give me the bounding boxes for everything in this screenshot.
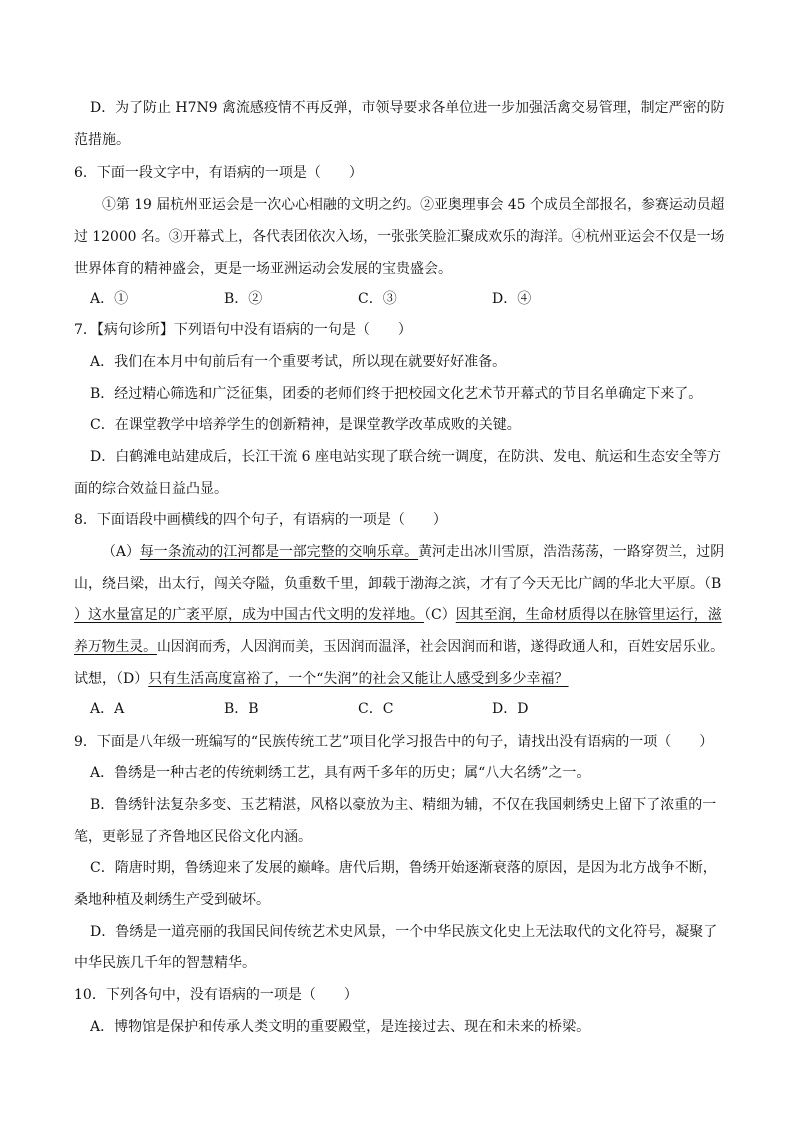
q7-option-c[interactable]: C．在课堂教学中培养学生的创新精神，是课堂教学改革成败的关键。 (90, 417, 521, 433)
q9-option-a[interactable]: A．鲁绣是一种古老的传统刺绣工艺，具有两千多年的历史；属“八大名绣”之一。 (90, 765, 591, 781)
q9-option-b-line1[interactable]: B．鲁绣针法复杂多变、玉艺精湛，风格以豪放为主、精细为辅，不仅在我国刺绣史上留下了浓重的一 (90, 797, 717, 813)
q6-stem: 6．下面一段文字中，有语病的一项是（ ） (74, 165, 363, 181)
q8-options (90, 699, 528, 719)
q8-label-d: 试想，（D） (74, 671, 149, 687)
q8-option-a[interactable]: A．A (90, 701, 125, 717)
q6-option-a[interactable]: A．① (90, 291, 129, 307)
q6-option-b[interactable]: B．② (224, 291, 263, 307)
q8-passage-line1 (102, 542, 724, 562)
q6-options (90, 289, 531, 309)
q6-option-c[interactable]: C．③ (358, 291, 397, 307)
q10-stem: 10．下列各句中，没有语病的一项是（ ） (74, 987, 358, 1003)
q8-option-b[interactable]: B．B (224, 701, 259, 717)
q5-option-d-line1: D．为了防止 H7N9 禽流感疫情不再反弹，市领导要求各单位进一步加强活禽交易管理，制定严密的防 (90, 100, 725, 116)
q8-passage-line4 (74, 637, 724, 657)
q9-option-b-line2: 笔，更彰显了齐鲁地区民俗文化内涵。 (74, 829, 312, 845)
q7-stem: 7．【病句诊所】下列语句中没有语病的一句是（ ） (74, 322, 412, 338)
q10-option-a[interactable]: A．博物馆是保护和传承人类文明的重要殿堂，是连接过去、现在和未来的桥梁。 (90, 1019, 591, 1035)
q7-option-a[interactable]: A．我们在本月中旬前后有一个重要考试，所以现在就要好好准备。 (90, 354, 507, 370)
q8-passage-line2: 山，绕吕梁，出太行，闯关夺隘，负重数千里，卸载于渤海之滨，才有了今天无比广阔的华北大平原。（B (74, 576, 722, 592)
q8-passage-text: 黄河走出冰川雪原，浩浩荡荡，一路穿贺兰，过阴 (418, 544, 725, 560)
q8-sentence-c-part2: 养万物生灵。 (74, 639, 157, 655)
q7-option-d-line2: 面的综合效益日益凸显。 (74, 481, 228, 497)
q6-option-d[interactable]: D．④ (492, 291, 532, 307)
q8-sentence-a: 每一条流动的江河都是一部完整的交响乐章。 (139, 544, 419, 560)
q9-option-c-line1[interactable]: C．隋唐时期，鲁绣迎来了发展的巅峰。唐代后期，鲁绣开始逐渐衰落的原因，是因为北方战争不断， (90, 860, 717, 876)
q6-passage-line2: 过 12000 名。③开幕式上，各代表团依次入场，一张张笑脸汇聚成欢乐的海洋。④杭州亚运会不仅是一场 (74, 229, 725, 245)
q7-option-b[interactable]: B．经过精心筛选和广泛征集，团委的老师们终于把校园文化艺术节开幕式的节目名单确定下来了。 (90, 386, 703, 402)
q8-stem: 8．下面语段中画横线的四个句子，有语病的一项是（ ） (74, 512, 447, 528)
q8-label-a: （A） (102, 544, 140, 560)
q8-passage-line5 (74, 669, 569, 689)
q9-option-c-line2: 桑地种植及刺绣生产受到破坏。 (74, 892, 270, 908)
q8-sentence-d: 只有生活高度富裕了，一个“失润”的社会又能让人感受到多少幸福？ (148, 671, 569, 687)
q9-stem: 9．下面是八年级一班编写的“民族传统工艺”项目化学习报告中的句子，请找出没有语病的一项（ ） (74, 734, 714, 750)
q9-option-d-line2: 中华民族几千年的智慧精华。 (74, 955, 256, 971)
q8-label-c: （C） (424, 607, 456, 623)
q8-option-c[interactable]: C．C (358, 701, 394, 717)
q7-option-d-line1[interactable]: D．白鹤滩电站建成后，长江干流 6 座电站实现了联合统一调度，在防洪、发电、航运和生态安全等方 (90, 449, 722, 465)
q9-option-d-line1[interactable]: D．鲁绣是一道亮丽的我国民间传统艺术史风景，一个中华民族文化史上无法取代的文化符号，凝聚了 (90, 924, 718, 940)
q5-option-d-line2: 范措施。 (74, 132, 130, 148)
q8-sentence-c-part1: 因其至润，生命材质得以在脉管里运行，滋 (455, 607, 722, 623)
q8-option-d[interactable]: D．D (492, 701, 529, 717)
q8-sentence-b: ）这水量富足的广袤平原，成为中国古代文明的发祥地。 (74, 607, 424, 623)
q6-passage-line3: 世界体育的精神盛会，更是一场亚洲运动会发展的宝贵盛会。 (74, 261, 452, 277)
q6-passage-line1: ①第 19 届杭州亚运会是一次心心相融的文明之约。②亚奥理事会 45 个成员全部报名，参赛运动员超 (102, 197, 725, 213)
q8-passage-text: 山因润而秀，人因润而美，玉因润而温泽，社会因润而和谐，遂得政通人和，百姓安居乐业。 (156, 639, 724, 655)
q8-passage-line3 (74, 605, 722, 625)
